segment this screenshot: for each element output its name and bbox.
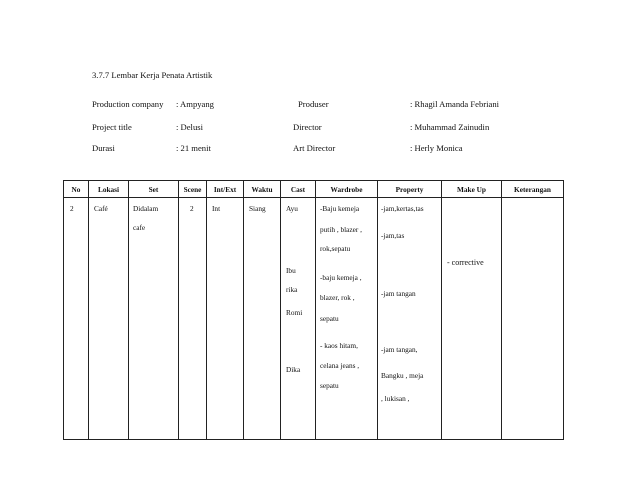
header-no: No: [64, 181, 89, 198]
wardrobe-line: blazer, rok ,: [320, 293, 355, 302]
cell-set: [129, 198, 179, 440]
header-set: Set: [129, 181, 179, 198]
cast-name: rika: [286, 285, 298, 294]
cast-name: Ibu: [286, 266, 296, 275]
cell-waktu: [244, 198, 281, 440]
director-value: : Muhammad Zainudin: [410, 122, 490, 132]
art-worksheet-table: [63, 180, 564, 440]
header-wardrobe: Wardrobe: [316, 181, 378, 198]
header-keterangan: Keterangan: [502, 181, 564, 198]
project-title-value: : Delusi: [176, 122, 203, 132]
cell-property: [378, 198, 442, 440]
art-director-value: : Herly Monica: [410, 143, 463, 153]
property-line: -jam tangan,: [381, 345, 418, 354]
cell-wardrobe: [316, 198, 378, 440]
set-line: Didalam: [133, 204, 159, 213]
produser-label: Produser: [298, 99, 329, 109]
wardrobe-line: -baju kemeja ,: [320, 273, 362, 282]
header-int-ext: Int/Ext: [207, 181, 244, 198]
durasi-label: Durasi: [92, 143, 115, 153]
header-make-up: Make Up: [442, 181, 502, 198]
cell-keterangan: [502, 198, 564, 440]
production-company-label: Production company: [92, 99, 164, 109]
wardrobe-line: putih , blazer ,: [320, 225, 362, 234]
no-value: 2: [70, 204, 74, 213]
int-ext-value: Int: [212, 204, 221, 213]
header-waktu: Waktu: [244, 181, 281, 198]
produser-value: : Rhagil Amanda Febriani: [410, 99, 500, 109]
property-line: Bangku , meja: [381, 371, 424, 380]
cell-scene: [179, 198, 207, 440]
page-title: 3.7.7 Lembar Kerja Penata Artistik: [92, 70, 213, 80]
wardrobe-line: rok,sepatu: [320, 244, 351, 253]
wardrobe-line: celana jeans ,: [320, 361, 360, 370]
art-director-label: Art Director: [293, 143, 336, 153]
property-line: -jam,tas: [381, 231, 405, 240]
cell-make-up: [442, 198, 502, 440]
header-property: Property: [378, 181, 442, 198]
wardrobe-line: sepatu: [320, 314, 339, 323]
durasi-value: : 21 menit: [176, 143, 211, 153]
property-line: , lukisan ,: [381, 394, 410, 403]
cast-name: Romi: [286, 308, 303, 317]
production-company-value: : Ampyang: [176, 99, 214, 109]
table-header-row: [64, 181, 564, 198]
header-cast: Cast: [281, 181, 316, 198]
cell-no: [64, 198, 89, 440]
table-row: [64, 198, 564, 440]
wardrobe-line: -Baju kemeja: [320, 204, 360, 213]
project-title-label: Project title: [92, 122, 132, 132]
cell-int-ext: [207, 198, 244, 440]
property-line: -jam tangan: [381, 289, 416, 298]
lokasi-value: Café: [94, 204, 108, 213]
cell-cast: [281, 198, 316, 440]
wardrobe-line: sepatu: [320, 381, 339, 390]
header-lokasi: Lokasi: [89, 181, 129, 198]
property-line: -jam,kertas,tas: [381, 204, 424, 213]
make-up-value: - corrective: [447, 258, 484, 267]
wardrobe-line: - kaos hitam,: [320, 341, 358, 350]
header-scene: Scene: [179, 181, 207, 198]
cast-name: Ayu: [286, 204, 298, 213]
waktu-value: Siang: [249, 204, 266, 213]
cell-lokasi: [89, 198, 129, 440]
scene-value: 2: [190, 204, 194, 213]
director-label: Director: [293, 122, 322, 132]
set-line: cafe: [133, 223, 146, 232]
cast-name: Dika: [286, 365, 301, 374]
